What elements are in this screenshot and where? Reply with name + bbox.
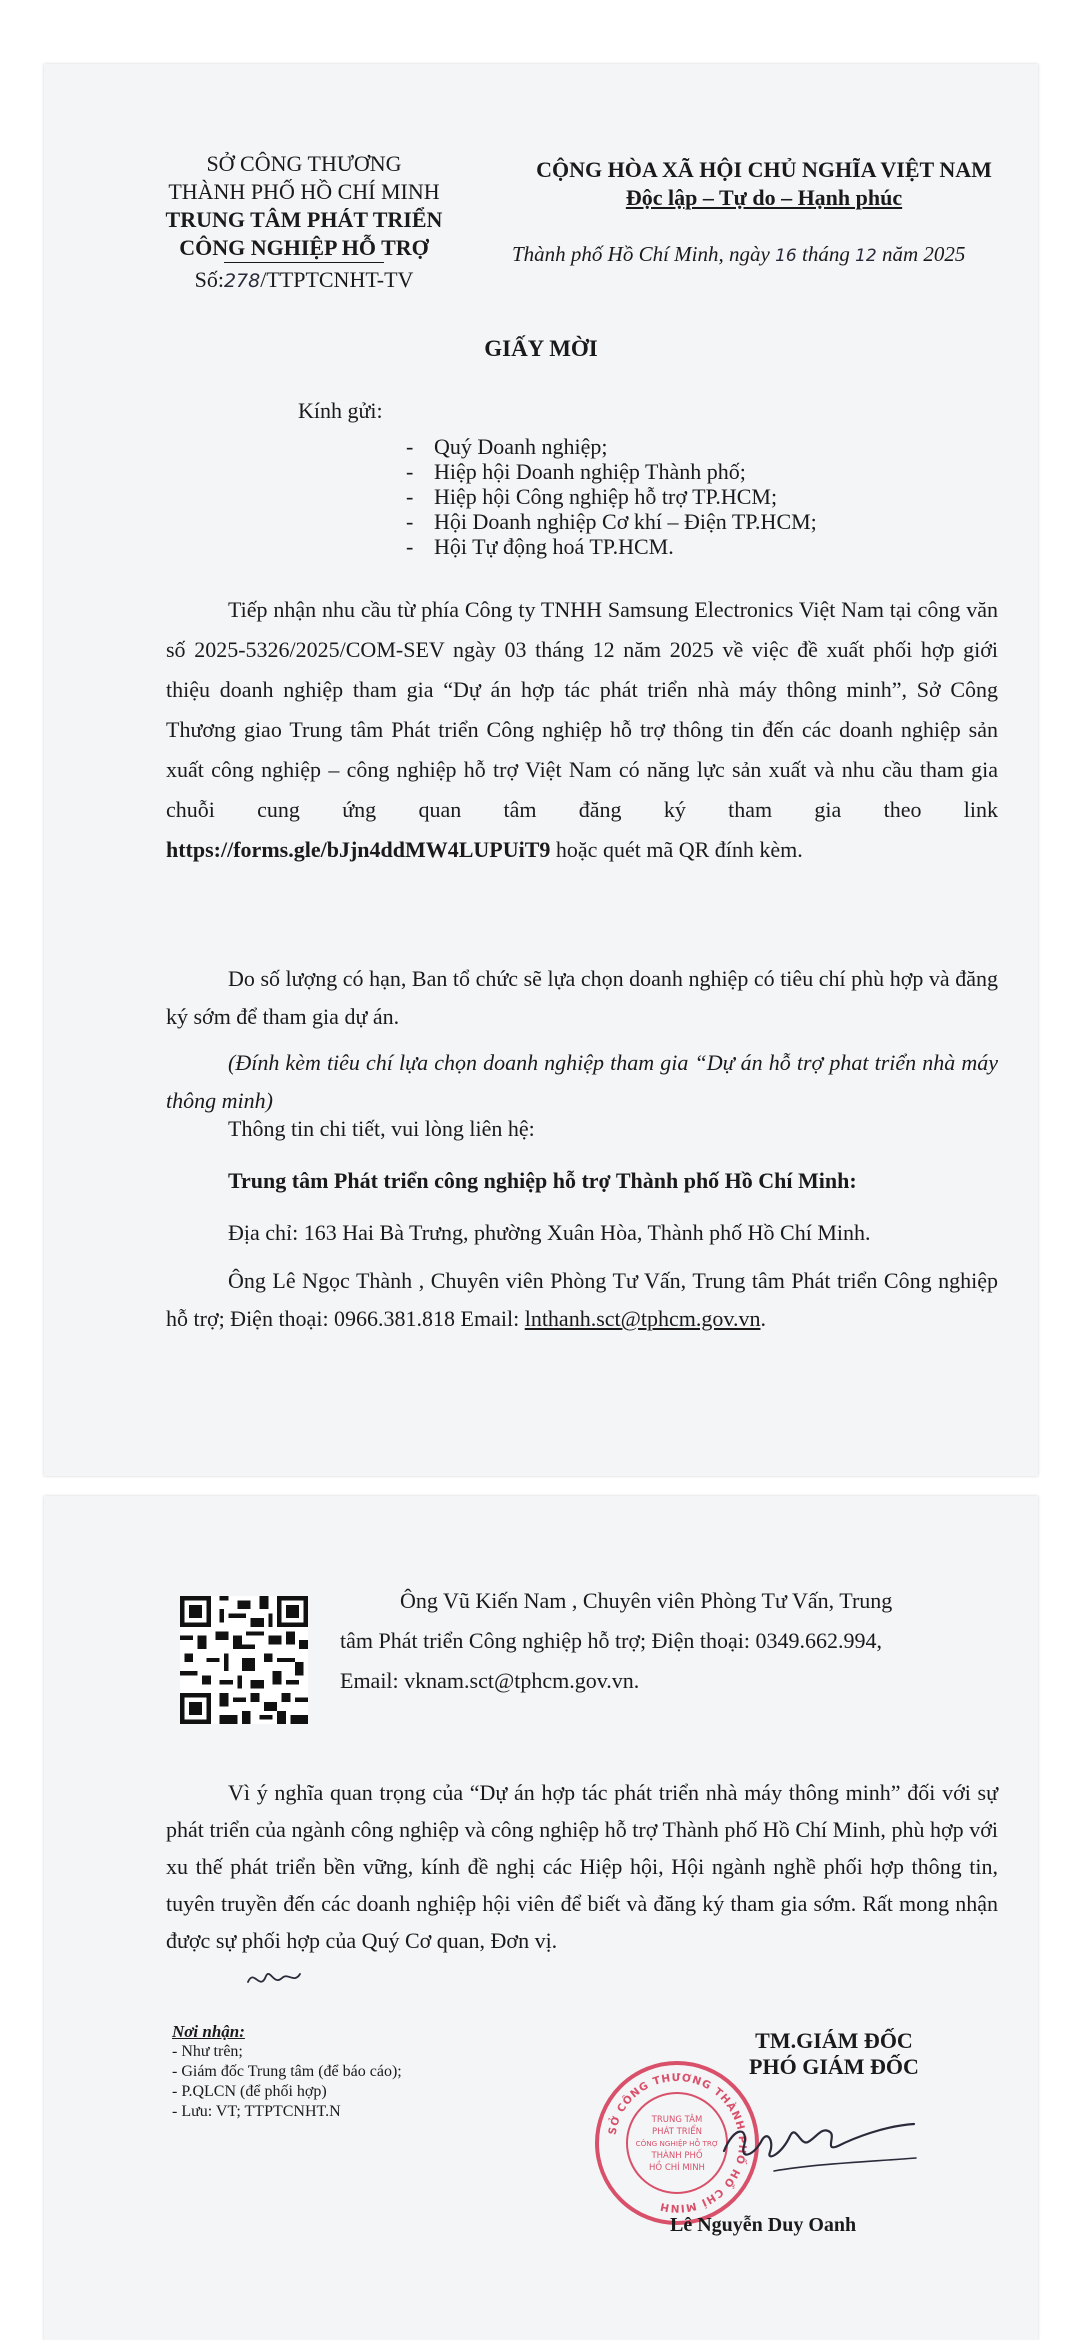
- contact-email-1[interactable]: lnthanh.sct@tphcm.gov.vn: [524, 1306, 761, 1331]
- recipient-list: [406, 434, 817, 559]
- issuer-ministry: SỞ CÔNG THƯƠNG: [206, 151, 402, 176]
- national-motto-block: [514, 156, 1014, 212]
- qr-code-icon[interactable]: [180, 1596, 308, 1724]
- seal-text: CÔNG NGHIỆP HỖ TRỢ: [635, 2139, 719, 2148]
- receiver-item: - Như trên;: [172, 2043, 243, 2060]
- receiver-item: - Giám đốc Trung tâm (để báo cáo);: [172, 2063, 402, 2080]
- seal-text: PHÁT TRIỂN: [652, 2127, 702, 2137]
- paragraph-request: Vì ý nghĩa quan trọng của “Dự án hợp tác phát triển nhà máy thông minh” đối với sự phát triển của ngành công nghiệp và công nghiệp hỗ trợ Thành phố Hồ Chí Minh, phù hợp với xu thế phát triển bền vững, kính đề nghị các Hiệp hội, Hội ngành nghề phối hợp thông tin, tuyên truyền đến các doanh nghiệp hội viên để biết và đăng ký tham gia sớm. Rất mong nhận được sự phối hợp của Quý Cơ quan, Đơn vị.: [166, 1780, 998, 1953]
- center-name: Trung tâm Phát triển công nghiệp hỗ trợ Thành phố Hồ Chí Minh:: [228, 1168, 857, 1193]
- issue-date: Thành phố Hồ Chí Minh, ngày 16 tháng 12 năm 2025: [512, 242, 966, 266]
- issuer-center-line2: CÔNG NGHIỆP HỖ TRỢ: [124, 234, 484, 262]
- recipient-item: - Hội Doanh nghiệp Cơ khí – Điện TP.HCM;: [406, 509, 817, 534]
- paragraph-selection: Do số lượng có hạn, Ban tổ chức sẽ lựa chọn doanh nghiệp có tiêu chí phù hợp và đăng ký sớm để tham gia dự án.: [166, 966, 998, 1029]
- handwritten-number: 278: [223, 270, 261, 292]
- receiver-item: - P.QLCN (để phối hợp): [172, 2083, 327, 2100]
- contact-person-2-line2: tâm Phát triển Công nghiệp hỗ trợ; Điện thoại: 0349.662.994,: [340, 1628, 883, 1653]
- handwritten-signature-icon: [704, 2096, 924, 2186]
- issuer-city: THÀNH PHỐ HỒ CHÍ MINH: [168, 179, 440, 204]
- recipient-item: - Quý Doanh nghiệp;: [406, 434, 608, 459]
- issuer-block: [124, 150, 484, 295]
- signatory-role-2: PHÓ GIÁM ĐỐC: [749, 2054, 919, 2079]
- receiver-item: - Lưu: VT; TTPTCNHT.N: [172, 2103, 341, 2120]
- document-number: Số:278/TTPTCNHT-TV: [194, 267, 414, 292]
- initial-mark-icon: [244, 1964, 304, 1994]
- signatory-role-1: TM.GIÁM ĐỐC: [755, 2028, 913, 2053]
- document-page-2: [44, 1496, 1038, 2340]
- national-motto: Độc lập – Tự do – Hạnh phúc: [625, 185, 903, 210]
- document-title: GIẤY MỜI: [484, 336, 598, 361]
- signer-name: Lê Nguyễn Duy Oanh: [670, 2214, 857, 2236]
- greeting: Kính gửi:: [298, 398, 383, 423]
- paragraph-attachment-note: (Đính kèm tiêu chí lựa chọn doanh nghiệp tham gia “Dự án hỗ trợ phat triển nhà máy thông minh): [166, 1050, 998, 1113]
- national-name: CỘNG HÒA XÃ HỘI CHỦ NGHĨA VIỆT NAM: [536, 157, 992, 182]
- issuer-underline: [224, 262, 384, 263]
- document-page-1: [44, 64, 1038, 1476]
- seal-text: HỒ CHÍ MINH: [649, 2163, 705, 2173]
- recipient-item: - Hiệp hội Công nghiệp hỗ trợ TP.HCM;: [406, 484, 778, 509]
- receivers-block: [172, 2022, 402, 2122]
- seal-ring-text: SỞ CÔNG THƯƠNG THÀNH PHỐ HỒ CHÍ MINH: [606, 2071, 749, 2215]
- handwritten-month: 12: [855, 246, 877, 266]
- recipient-item: - Hiệp hội Doanh nghiệp Thành phố;: [406, 459, 746, 484]
- seal-text: TRUNG TÂM: [651, 2115, 703, 2125]
- seal-text: THÀNH PHỐ: [651, 2151, 703, 2161]
- handwritten-day: 16: [775, 246, 797, 266]
- contact-person-1: Ông Lê Ngọc Thành , Chuyên viên Phòng Tư Vấn, Trung tâm Phát triển Công nghiệp hỗ trợ; Điện thoại: 0966.381.818 Email: lnthanh.sct@tphcm.gov.vn.: [166, 1268, 998, 1331]
- contact-intro: Thông tin chi tiết, vui lòng liên hệ:: [228, 1116, 535, 1141]
- issuer-center-line1: TRUNG TÂM PHÁT TRIỂN: [165, 207, 443, 232]
- contact-person-2-line1: Ông Vũ Kiến Nam , Chuyên viên Phòng Tư Vấn, Trung: [400, 1588, 893, 1613]
- receivers-title: Nơi nhận:: [172, 2022, 245, 2041]
- center-address: Địa chỉ: 163 Hai Bà Trưng, phường Xuân Hòa, Thành phố Hồ Chí Minh.: [228, 1220, 871, 1245]
- registration-link[interactable]: https://forms.gle/bJjn4ddMW4LUPUiT9: [166, 837, 551, 862]
- contact-email-2[interactable]: Email: vknam.sct@tphcm.gov.vn.: [340, 1668, 640, 1693]
- paragraph-intro: Tiếp nhận nhu cầu từ phía Công ty TNHH Samsung Electronics Việt Nam tại công văn số 2025-5326/2025/COM-SEV ngày 03 tháng 12 năm 2025 về việc đề xuất phối hợp giới thiệu doanh nghiệp tham gia “Dự án hợp tác phát triển nhà máy thông minh”, Sở Công Thương giao Trung tâm Phát triển Công nghiệp hỗ trợ thông tin đến các doanh nghiệp sản xuất công nghiệp – công nghiệp hỗ trợ Việt Nam có năng lực sản xuất và nhu cầu tham gia chuỗi cung ứng quan tâm đăng ký tham gia theo link https://forms.gle/bJjn4ddMW4LUPUiT9 hoặc quét mã QR đính kèm.: [166, 597, 998, 862]
- recipient-item: - Hội Tự động hoá TP.HCM.: [406, 534, 674, 559]
